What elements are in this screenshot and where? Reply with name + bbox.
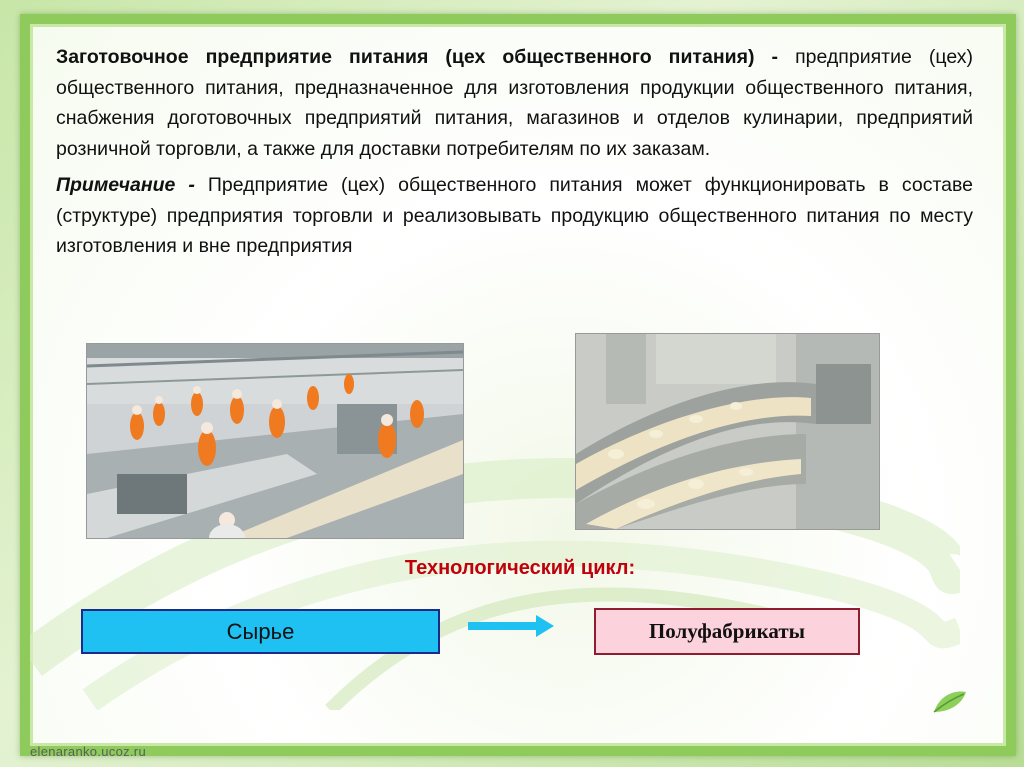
semi-finished-products-box: Полуфабрикаты	[594, 608, 860, 655]
note-label: Примечание -	[56, 174, 195, 196]
definition-term: Заготовочное предприятие питания (цех общественного питания) -	[56, 46, 779, 68]
note-text: Предприятие (цех) общественного питания может функционировать в составе (структуре) предприятия торговли и реализовывать продукцию общественного питания по месту изготовления и вне предприятия	[56, 174, 973, 257]
leaf-decoration-icon	[930, 686, 970, 716]
footer-site-name: elenaranko.ucoz.ru	[30, 744, 146, 759]
technological-cycle-title: Технологический цикл:	[404, 557, 636, 579]
definition-paragraph	[56, 42, 973, 164]
content-text	[56, 42, 973, 262]
conveyor-dumplings-photo	[575, 333, 880, 530]
factory-workers-photo	[86, 343, 464, 539]
raw-materials-box: Сырье	[81, 609, 440, 654]
note-paragraph	[56, 170, 973, 262]
arrow-right-icon	[468, 613, 556, 639]
definition-text: предприятие (цех) общественного питания, предназначенное для изготовления продукции общественного питания, снабжения доготовочных предприятий питания, магазинов и отделов кулинарии, предприятий розничной торговли, а также для доставки потребителям по их заказам.	[56, 46, 973, 160]
